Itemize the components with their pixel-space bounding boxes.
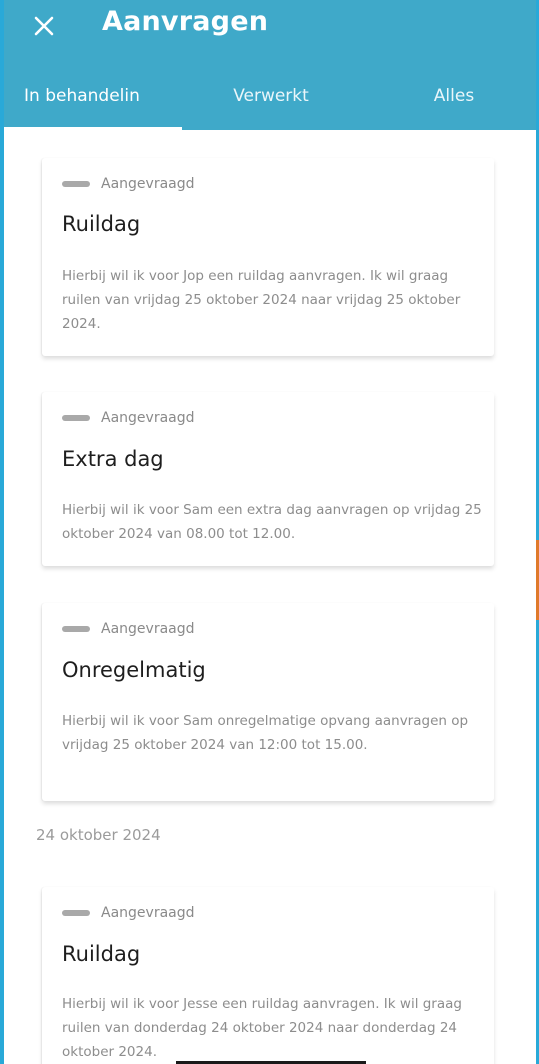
status-indicator xyxy=(62,181,90,187)
request-description: Hierbij wil ik voor Sam een extra dag aanvragen op vrijdag 25 oktober 2024 van 08.00 tot 12.00. xyxy=(62,502,482,542)
close-icon xyxy=(33,15,55,37)
tab-bar xyxy=(4,78,536,130)
status-row xyxy=(62,621,195,637)
request-card[interactable] xyxy=(42,603,494,801)
tab-verwerkt[interactable] xyxy=(182,78,360,130)
request-card[interactable] xyxy=(42,392,494,566)
status-row xyxy=(62,176,195,192)
date-group-header: 24 oktober 2024 xyxy=(36,826,161,844)
close-button[interactable] xyxy=(26,8,62,44)
status-label: Aangevraagd xyxy=(101,621,195,637)
active-tab-indicator xyxy=(4,127,182,130)
request-title: Onregelmatig xyxy=(62,658,206,682)
status-label: Aangevraagd xyxy=(101,905,195,921)
status-label: Aangevraagd xyxy=(101,176,195,192)
status-indicator xyxy=(62,626,90,632)
request-description: Hierbij wil ik voor Sam onregelmatige opvang aanvragen op vrijdag 25 oktober 2024 van 12:00 tot 15.00. xyxy=(62,713,469,753)
app-bar xyxy=(4,0,536,130)
request-description: Hierbij wil ik voor Jop een ruildag aanvragen. Ik wil graag ruilen van vrijdag 25 oktober 2024 naar vrijdag 25 oktober 2024. xyxy=(62,268,461,332)
status-indicator xyxy=(62,910,90,916)
tab-label: In behandelin xyxy=(24,86,140,106)
tab-in-behandeling[interactable] xyxy=(4,78,182,130)
request-card[interactable] xyxy=(42,158,494,356)
tab-label: Verwerkt xyxy=(233,86,309,106)
status-label: Aangevraagd xyxy=(101,410,195,426)
page-title: Aanvragen xyxy=(102,6,269,37)
request-title: Ruildag xyxy=(62,942,141,966)
tab-alles[interactable] xyxy=(360,78,536,130)
request-title: Extra dag xyxy=(62,447,164,471)
status-indicator xyxy=(62,415,90,421)
tab-label-fade xyxy=(158,78,182,130)
request-card[interactable] xyxy=(42,887,494,1064)
tab-label: Alles xyxy=(433,86,475,106)
request-title: Ruildag xyxy=(62,212,141,236)
status-row xyxy=(62,905,195,921)
status-row xyxy=(62,410,195,426)
window-frame-left xyxy=(0,0,4,1064)
request-description: Hierbij wil ik voor Jesse een ruildag aanvragen. Ik wil graag ruilen van donderdag 24 oktober 2024 naar donderdag 24 oktober 2024. xyxy=(62,996,462,1060)
